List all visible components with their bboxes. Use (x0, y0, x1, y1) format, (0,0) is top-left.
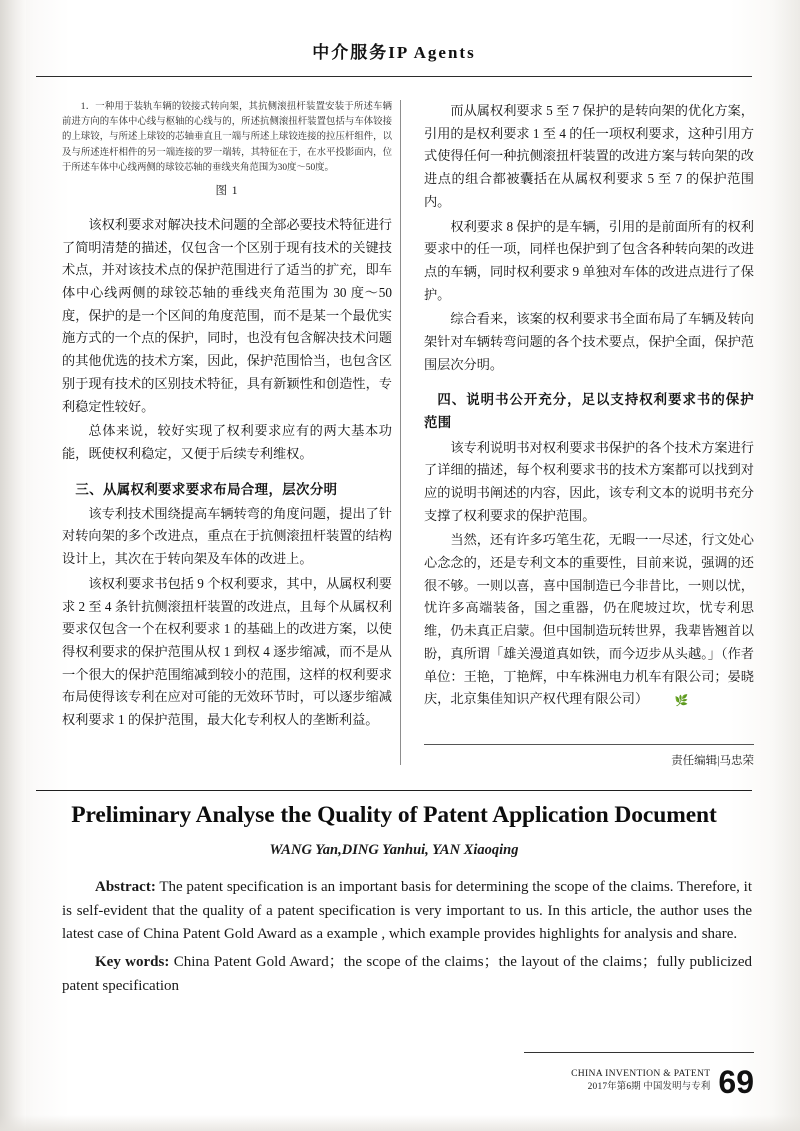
paragraph: 权利要求 8 保护的是车辆，引用的是前面所有的权利要求中的任一项，同样也保护到了包含各种转向架的改进点的车辆，同时权利要求 9 单独对车体的改进点进行了保护。 (424, 218, 754, 302)
journal-name-en: CHINA INVENTION & PATENT (571, 1068, 711, 1080)
editor-divider (424, 744, 754, 745)
paragraph: 该专利技术围绕提高车辆转弯的角度问题，提出了针对转向架的多个改进点，重点在于抗侧滚扭杆装置的结构设计上，其次在于转向架及车体的改进上。 (62, 505, 392, 567)
paper-edge-shadow (0, 0, 26, 1131)
page-number: 69 (718, 1064, 754, 1101)
section-heading-three: 三、从属权利要求要求布局合理，层次分明 (75, 481, 338, 497)
journal-name-cn: 2017年第6期 中国发明与专利 (587, 1081, 711, 1092)
page-header (36, 38, 752, 63)
paragraph-text: 当然，还有许多巧笔生花，无暇一一尽述，行文处心心念念的，还是专利文本的重要性，目前来说，强调的还很不够。一则以喜，喜中国制造已今非昔比，一则以忧，忧许多高端装备，国之重器，仍在爬坡过坎，忧专利思维，仍未真正启蒙。但中国制造玩转世界，我辈皆翘首以盼，真所谓「雄关漫道真如铁，而今迈步从头越。」（作者单位：王艳，丁艳辉，中车株洲电力机车有限公司；晏晓庆，北京集佳知识产权代理有限公司） (424, 532, 754, 707)
paragraph: 该专利说明书对权利要求书保护的各个技术方案进行了详细的描述，每个权利要求书的技术方案都可以找到对应的说明书阐述的内容，因此，该专利文本的说明书充分支撑了权利要求的保护范围。 (424, 439, 754, 523)
paragraph: 综合看来，该案的权利要求书全面布局了车辆及转向架针对车辆转弯问题的各个技术要点，保护全面，保护范围层次分明。 (424, 311, 754, 372)
paper-edge-shadow-bottom (0, 1115, 800, 1131)
paragraph (424, 529, 754, 711)
paragraph: 而从属权利要求 5 至 7 保护的是转向架的优化方案，引用的是权利要求 1 至 4 的任一项权利要求，这种引用方式使得任何一种抗侧滚扭杆装置的改进方案与转向架的改进点的组合都被囊括在从属权利要求 5 至 7 的保护范围内。 (424, 103, 754, 209)
figure-note: 1．一种用于装轨车辆的铰接式转向架，其抗侧滚扭杆装置安装于所述车辆前进方向的车体中心线与枢轴的心线与的，所述抗侧滚扭杆装置包括与车体铰接的上球铰，与所述上球铰的芯轴垂直且一端与所述上球铰连接的拉压杆组件，以及与所述连杆相件的另一端连接的罗一端转，其特征在于，在水平投影面内，位于所述车体中心线两侧的球铰芯轴的垂线夹角范围为30度～50度。 (62, 102, 392, 173)
english-body (62, 876, 752, 1002)
english-title: Preliminary Analyse the Quality of Patent Application Document (71, 802, 717, 828)
figure-label: 图 1 (215, 185, 239, 198)
section-heading-four: 四、说明书公开充分，足以支持权利要求书的保护范围 (424, 392, 754, 431)
english-keywords (62, 951, 752, 998)
left-column (62, 100, 392, 734)
keywords-label: Key words: (95, 954, 170, 971)
english-abstract (62, 876, 752, 947)
english-authors: WANG Yan,DING Yanhui, YAN Xiaoqing (269, 842, 519, 858)
abstract-text: The patent specification is an important basis for determining the scope of the claims. Therefore, it is self-evident that the quality of a patent specification is very important to us. In this article, the author uses the latest case of China Patent Gold Award as a example , which example provides highlights for analysis and share. (62, 879, 752, 943)
paragraph: 该权利要求对解决技术问题的全部必要技术特征进行了简明清楚的描述，仅包含一个区别于现有技术的关键技术点，并对该技术点的保护范围进行了适当的扩充，即车体中心线两侧的球铰芯轴的垂线夹角范围为 30 度～50 度，保护的是一个区间的角度范围，而不是某一个最优实施方式的一个点的保护，同时，也没有包含解决技术问题的其他优选的技术方案，因此，保护范围恰当，也包含区别于现有技术的区别技术特征，具有新颖性和创造性，专利稳定性较好。 (62, 216, 392, 414)
column-divider (400, 100, 401, 765)
paragraph: 该权利要求书包括 9 个权利要求，其中，从属权利要求 2 至 4 条针抗侧滚扭杆装置的改进点，且每个从属权利要求仅包含一个在权利要求 1 的基础上的改进方案，以使得权利要求的保护范围从权 1 到权 4 逐步缩减，而不是从一个很大的保护范围缩减到较小的范围，这样的权利要求布局使得该专利在应对可能的无效环节时，可以逐步缩减权利要求 1 的保护范围，最大化专利权人的垄断利益。 (62, 575, 392, 728)
leaf-ornament-icon: 🌿 (674, 695, 689, 708)
keywords-text: China Patent Gold Award；the scope of the claims；the layout of the claims；fully publicized patent specification (62, 954, 752, 994)
paragraph: 总体来说，较好实现了权利要求应有的两大基本功能，既使权利稳定，又便于后续专利维权。 (62, 423, 392, 461)
header-divider (36, 76, 752, 77)
right-column (424, 100, 754, 713)
header-title-en: IP Agents (388, 43, 476, 62)
responsible-editor: 责任编辑|马忠荣 (671, 755, 754, 767)
abstract-label: Abstract: (95, 879, 156, 895)
header-title-cn: 中介服务 (312, 43, 389, 62)
english-section-divider (36, 790, 752, 791)
page-footer (571, 1064, 754, 1101)
footer-divider (524, 1052, 754, 1053)
